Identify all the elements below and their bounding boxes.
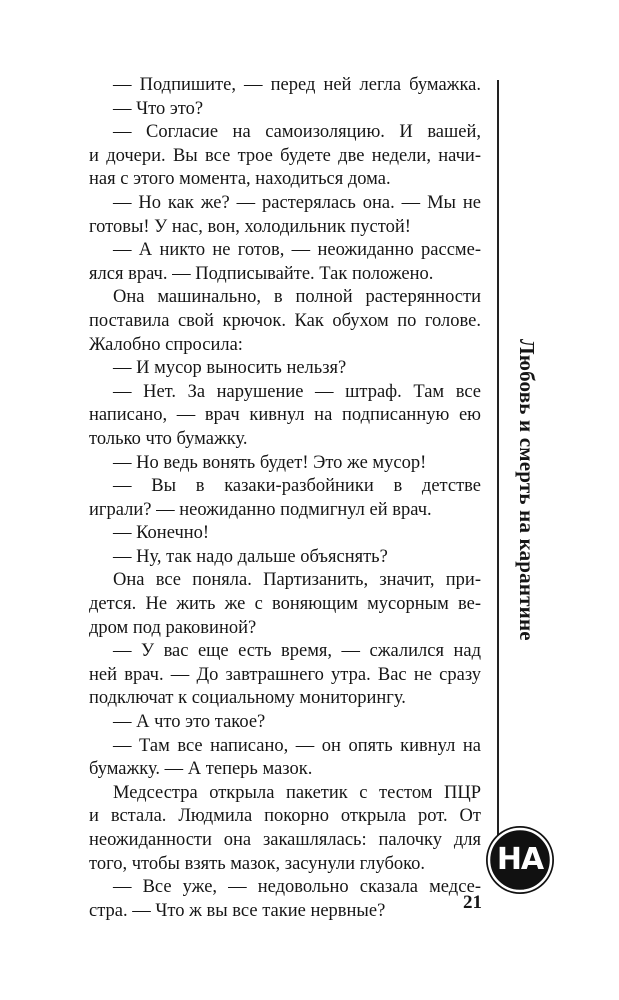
text-line: — У вас еще есть время, — сжалился над — [113, 641, 481, 662]
running-title: Любовь и смерть на карантине — [515, 339, 539, 641]
text-line: — А что это такое? — [113, 712, 266, 733]
text-line: только что бумажку. — [89, 428, 248, 449]
text-line: — Согласие на самоизоляцию. И вашей, — [113, 122, 481, 143]
publisher-logo — [486, 826, 554, 894]
text-line: — Конечно! — [113, 523, 210, 544]
text-line: — И мусор выносить нельзя? — [113, 358, 347, 379]
text-line: и дочери. Вы все трое будете две недели, начи- — [89, 145, 481, 166]
text-line: Жалобно спросила: — [89, 334, 243, 355]
text-line: — Там все написано, — он опять кивнул на — [113, 735, 481, 756]
text-line: неожиданности она закашлялась: палочку для — [89, 830, 481, 850]
text-line: Она машинально, в полной растерянности — [113, 287, 481, 308]
text-line: — А никто не готов, — неожиданно рассме- — [113, 240, 481, 261]
text-line: — Вы в казаки-разбойники в детстве — [113, 476, 481, 497]
text-line: — Что это? — [113, 98, 204, 119]
text-line: — Ну, так надо дальше объяснять? — [113, 546, 388, 567]
text-line: Медсестра открыла пакетик с тестом ПЦР — [113, 782, 481, 803]
side-divider — [497, 80, 499, 837]
text-line: ная с этого момента, находиться дома. — [89, 169, 391, 190]
text-line: — Подпишите, — перед ней легла бумажка. — [113, 75, 481, 95]
text-line: поставила свой крючок. Как обухом по голове. — [89, 310, 481, 331]
text-line: дром под раковиной? — [89, 617, 257, 638]
text-line: играли? — неожиданно подмигнул ей врач. — [89, 499, 432, 520]
text-line: — Все уже, — недовольно сказала медсе- — [113, 877, 481, 898]
text-line: дется. Не жить же с воняющим мусорным ве- — [89, 594, 481, 615]
text-line: и встала. Людмила покорно открыла рот. От — [89, 806, 481, 827]
text-line: бумажку. — А теперь мазок. — [89, 759, 313, 780]
text-line: Она все поняла. Партизанить, значит, при- — [113, 570, 481, 591]
text-line: — Но как же? — растерялась она. — Мы не — [113, 192, 481, 213]
page-number: 21 — [463, 892, 482, 913]
text-line: готовы! У нас, вон, холодильник пустой! — [89, 216, 411, 237]
logo-text: НА — [496, 842, 544, 877]
text-line: того, чтобы взять мазок, засунули глубоко. — [89, 853, 426, 874]
body-text — [89, 74, 481, 923]
text-line: написано, — врач кивнул на подписанную ею — [89, 405, 481, 426]
text-line: ялся врач. — Подписывайте. Так положено. — [89, 263, 434, 284]
text-line: — Но ведь вонять будет! Это же мусор! — [113, 452, 427, 473]
text-line: стра. — Что ж вы все такие нервные? — [89, 900, 386, 921]
text-line: подключат к социальному мониторингу. — [89, 688, 406, 709]
text-line: ней врач. — До завтрашнего утра. Вас не сразу — [89, 664, 481, 685]
text-line: — Нет. За нарушение — штраф. Там все — [113, 381, 481, 402]
